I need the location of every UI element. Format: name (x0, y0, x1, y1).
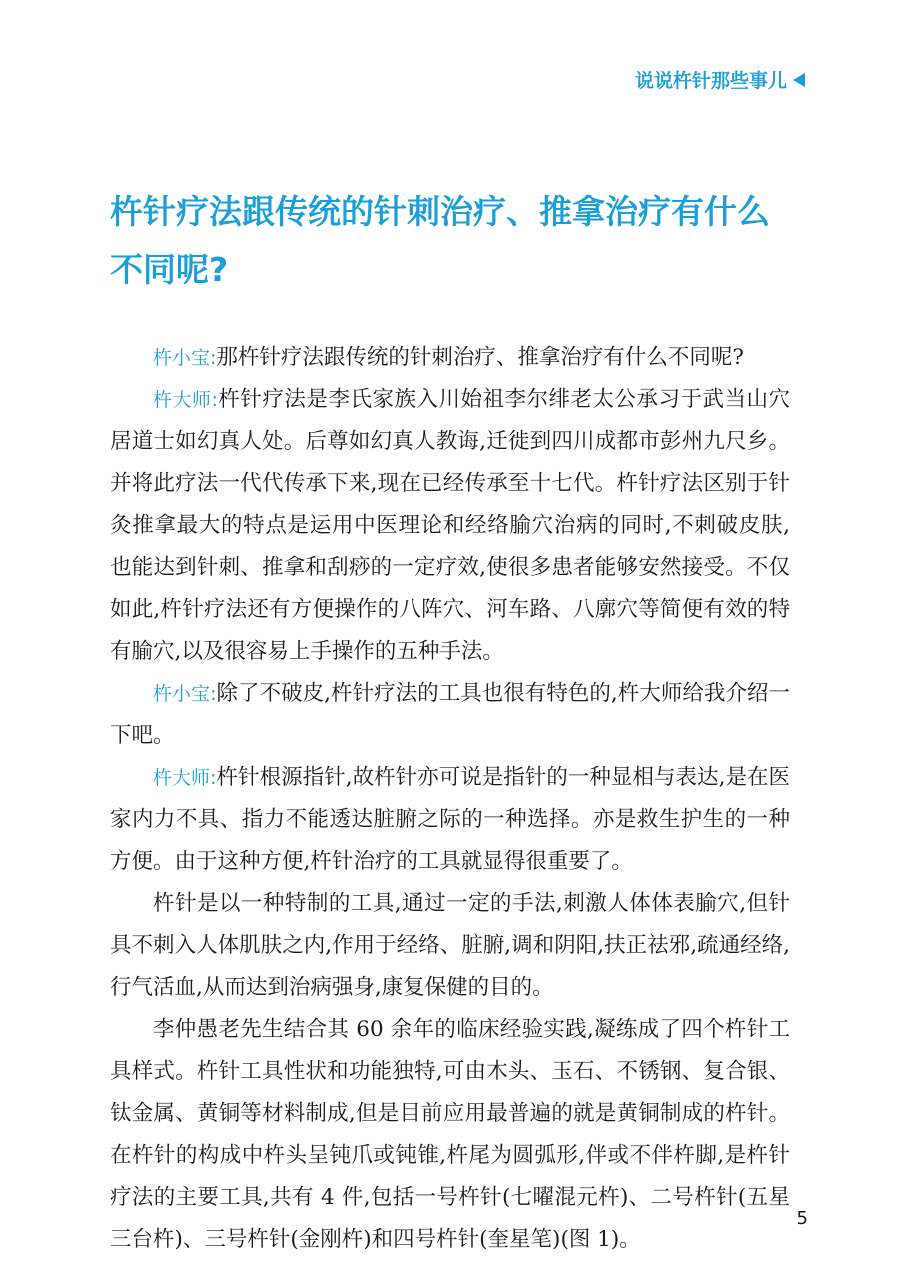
paragraph-text: 杵针是以一种特制的工具,通过一定的手法,刺激人体体表腧穴,但针具不刺入人体肌肤之内,作用于经络、脏腑,调和阴阳,扶正祛邪,疏通经络,行气活血,从而达到治病强身,康复保健的目的。 (110, 891, 790, 1000)
running-title: 说说杵针那些事儿 (634, 70, 787, 92)
running-header (635, 66, 805, 93)
paragraph-6 (110, 1009, 790, 1261)
speaker-label: 杵大师: (153, 767, 217, 789)
paragraph-text: 李仲愚老先生结合其 60 余年的临床经验实践,凝练成了四个杵针工具样式。杵针工具性状和功能独特,可由木头、玉石、不锈钢、复合银、钛金属、黄铜等材料制成,但是目前应用最普遍的就是黄铜制成的杵针。在杵针的构成中杵头呈钝爪或钝锥,杵尾为圆弧形,伴或不伴杵脚,是杵针疗法的主要工具,共有 4 件,包括一号杵针(七曜混元杵)、二号杵针(五星三台杵)、三号杵针(金刚杵)和四号杵针(奎星笔)(图 1)。 (110, 1017, 790, 1252)
speaker-label: 杵小宝: (153, 347, 217, 369)
page-number: 5 (796, 1208, 808, 1229)
page-title: 杵针疗法跟传统的针刺治疗、推拿治疗有什么不同呢? (110, 192, 770, 289)
paragraph-4 (110, 757, 790, 883)
left-triangle-icon (793, 73, 805, 87)
paragraph-text: 那杵针疗法跟传统的针刺治疗、推拿治疗有什么不同呢? (216, 345, 744, 370)
paragraph-text: 除了不破皮,杵针疗法的工具也很有特色的,杵大师给我介绍一下吧。 (110, 681, 791, 748)
speaker-label: 杵大师: (153, 389, 218, 411)
paragraph-text: 杵针根源指针,故杵针亦可说是指针的一种显相与表达,是在医家内力不具、指力不能透达脏腑之际的一种选择。亦是救生护生的一种方便。由于这种方便,杵针治疗的工具就显得很重要了。 (110, 765, 791, 874)
speaker-label: 杵小宝: (153, 683, 217, 705)
paragraph-5 (110, 883, 790, 1009)
paragraph-2 (110, 379, 790, 673)
body-text (110, 337, 790, 1261)
paragraph-1 (110, 337, 790, 379)
paragraph-text: 杵针疗法是李氏家族入川始祖李尔绯老太公承习于武当山穴居道士如幻真人处。后尊如幻真人教诲,迁徙到四川成都市彭州九尺乡。并将此疗法一代代传承下来,现在已经传承至十七代。杵针疗法区别于针灸推拿最大的特点是运用中医理论和经络腧穴治病的同时,不刺破皮肤,也能达到针刺、推拿和刮痧的一定疗效,使很多患者能够安然接受。不仅如此,杵针疗法还有方便操作的八阵穴、河车路、八廓穴等简便有效的特有腧穴,以及很容易上手操作的五种手法。 (110, 387, 790, 664)
paragraph-3 (110, 673, 790, 757)
